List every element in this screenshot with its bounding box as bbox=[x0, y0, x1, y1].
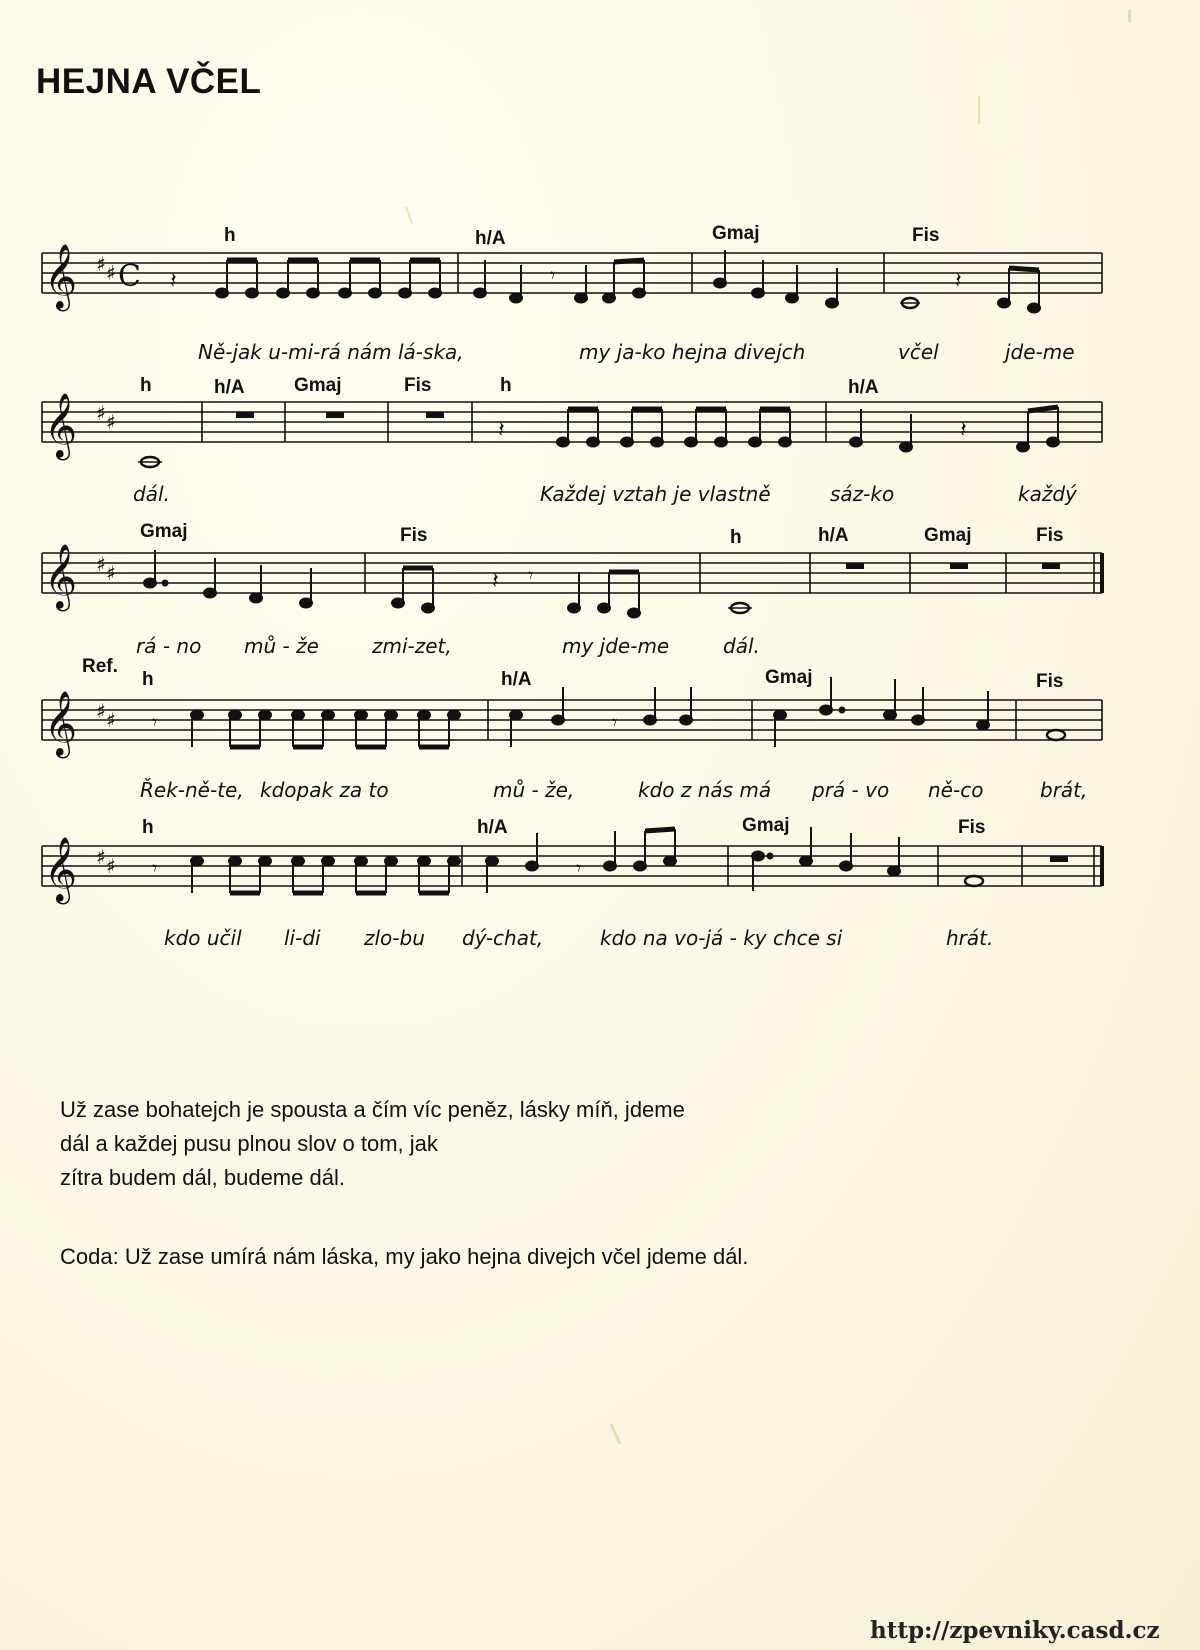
chord-label: Gmaj bbox=[924, 525, 972, 546]
lyric-line: prá - vo bbox=[812, 778, 890, 802]
rest-icon: 𝄾 bbox=[528, 563, 534, 587]
chord-label: Fis bbox=[1036, 525, 1064, 546]
treble-clef-icon: 𝄞 bbox=[44, 837, 78, 902]
lyric-line: zlo-bu bbox=[364, 926, 425, 950]
lyric-line: kdo na vo-já - ky chce si bbox=[600, 926, 843, 950]
chord-label: h bbox=[142, 817, 154, 838]
staff-system bbox=[0, 691, 1200, 763]
chord-label: Gmaj bbox=[765, 667, 813, 688]
chord-label: Fis bbox=[912, 225, 940, 246]
paper-speck bbox=[405, 206, 413, 224]
sharp-icon: ♯ bbox=[106, 708, 116, 732]
chord-label: Gmaj bbox=[712, 223, 760, 244]
rest-icon: 𝄽 bbox=[492, 569, 499, 594]
lyric-line: rá - no bbox=[136, 634, 202, 658]
lyric-line: ně-co bbox=[928, 778, 984, 802]
lyric-line: kdo z nás má bbox=[638, 778, 772, 802]
lyric-line: li-di bbox=[284, 926, 321, 950]
footer-url: http://zpevniky.casd.cz bbox=[870, 1617, 1160, 1644]
lyric-line: jde-me bbox=[1005, 340, 1075, 364]
sharp-icon: ♯ bbox=[106, 261, 116, 285]
sharp-icon: ♯ bbox=[96, 699, 106, 723]
treble-clef-icon: 𝄞 bbox=[44, 393, 78, 458]
refrain-marker: Ref. bbox=[82, 656, 118, 677]
verse-line: zítra budem dál, budeme dál. bbox=[60, 1165, 345, 1190]
paper-speck bbox=[978, 96, 980, 124]
lyric-line: my ja-ko hejna divejch bbox=[579, 340, 806, 364]
lyric-line: dý-chat, bbox=[462, 926, 544, 950]
chord-label: Fis bbox=[400, 525, 428, 546]
sharp-icon: ♯ bbox=[106, 854, 116, 878]
chord-label: h/A bbox=[214, 377, 245, 398]
rest-icon: 𝄾 bbox=[576, 856, 582, 880]
sharp-icon: ♯ bbox=[96, 401, 106, 425]
chord-label: h/A bbox=[475, 228, 506, 249]
chord-label: Fis bbox=[958, 817, 986, 838]
chord-label: h/A bbox=[477, 817, 508, 838]
lyric-line: každý bbox=[1018, 482, 1077, 506]
lyric-line: včel bbox=[898, 340, 939, 364]
rest-icon: 𝄽 bbox=[498, 418, 505, 443]
song-title: HEJNA VČEL bbox=[36, 62, 262, 101]
staff-system bbox=[0, 393, 1200, 465]
staff-system bbox=[0, 544, 1200, 616]
paper-speck bbox=[609, 1423, 621, 1444]
treble-clef-icon: 𝄞 bbox=[44, 691, 78, 756]
rest-icon: 𝄽 bbox=[955, 269, 962, 294]
chord-label: h bbox=[142, 669, 154, 690]
verse-line: Už zase bohatejch je spousta a čím víc peněz, lásky míň, jdeme bbox=[60, 1097, 685, 1122]
rest-icon: 𝄽 bbox=[170, 269, 177, 294]
lyric-line: dál. bbox=[133, 482, 170, 506]
chord-label: h/A bbox=[848, 377, 879, 398]
sharp-icon: ♯ bbox=[96, 252, 106, 276]
chord-label: h bbox=[224, 225, 236, 246]
lyric-line: brát, bbox=[1040, 778, 1088, 802]
chord-label: Gmaj bbox=[140, 521, 188, 542]
lyric-line: mů - že bbox=[244, 634, 319, 658]
chord-label: h bbox=[140, 375, 152, 396]
lyric-line: Ně-jak u-mi-rá nám lá-ska, bbox=[198, 340, 464, 364]
staff-system bbox=[0, 244, 1200, 310]
chord-label: Fis bbox=[1036, 671, 1064, 692]
chord-label: h bbox=[500, 375, 512, 396]
sharp-icon: ♯ bbox=[96, 552, 106, 576]
lyric-line: zmi-zet, bbox=[372, 634, 452, 658]
treble-clef-icon: 𝄞 bbox=[44, 544, 78, 609]
coda-text: Coda: Už zase umírá nám láska, my jako hejna divejch včel jdeme dál. bbox=[60, 1244, 749, 1269]
chord-label: h bbox=[730, 527, 742, 548]
lyric-line: Řek-ně-te, bbox=[140, 778, 244, 802]
rest-icon: 𝄾 bbox=[152, 710, 158, 734]
common-time-icon: C bbox=[118, 259, 141, 294]
treble-clef-icon: 𝄞 bbox=[44, 244, 78, 309]
lyric-line: Každej vztah je vlastně bbox=[540, 482, 771, 506]
sharp-icon: ♯ bbox=[96, 845, 106, 869]
lyric-line: kdopak za to bbox=[260, 778, 389, 802]
lyric-line: hrát. bbox=[946, 926, 994, 950]
chord-label: Fis bbox=[404, 375, 432, 396]
chord-label: Gmaj bbox=[742, 815, 790, 836]
verse-line: dál a každej pusu plnou slov o tom, jak bbox=[60, 1131, 438, 1156]
sharp-icon: ♯ bbox=[106, 561, 116, 585]
lyric-line: sáz-ko bbox=[830, 482, 895, 506]
chord-label: h/A bbox=[818, 525, 849, 546]
rest-icon: 𝄾 bbox=[612, 710, 618, 734]
chord-label: Gmaj bbox=[294, 375, 342, 396]
rest-icon: 𝄾 bbox=[152, 856, 158, 880]
lyric-line: my jde-me bbox=[562, 634, 670, 658]
chord-label: h/A bbox=[501, 669, 532, 690]
lyric-line: dál. bbox=[723, 634, 760, 658]
rest-icon: 𝄽 bbox=[960, 418, 967, 443]
staff-system bbox=[0, 837, 1200, 909]
paper-speck bbox=[1128, 10, 1131, 22]
rest-icon: 𝄾 bbox=[550, 263, 556, 287]
lyric-line: kdo učil bbox=[164, 926, 242, 950]
sharp-icon: ♯ bbox=[106, 410, 116, 434]
verse-text bbox=[60, 1093, 1100, 1195]
lyric-line: mů - že, bbox=[493, 778, 575, 802]
